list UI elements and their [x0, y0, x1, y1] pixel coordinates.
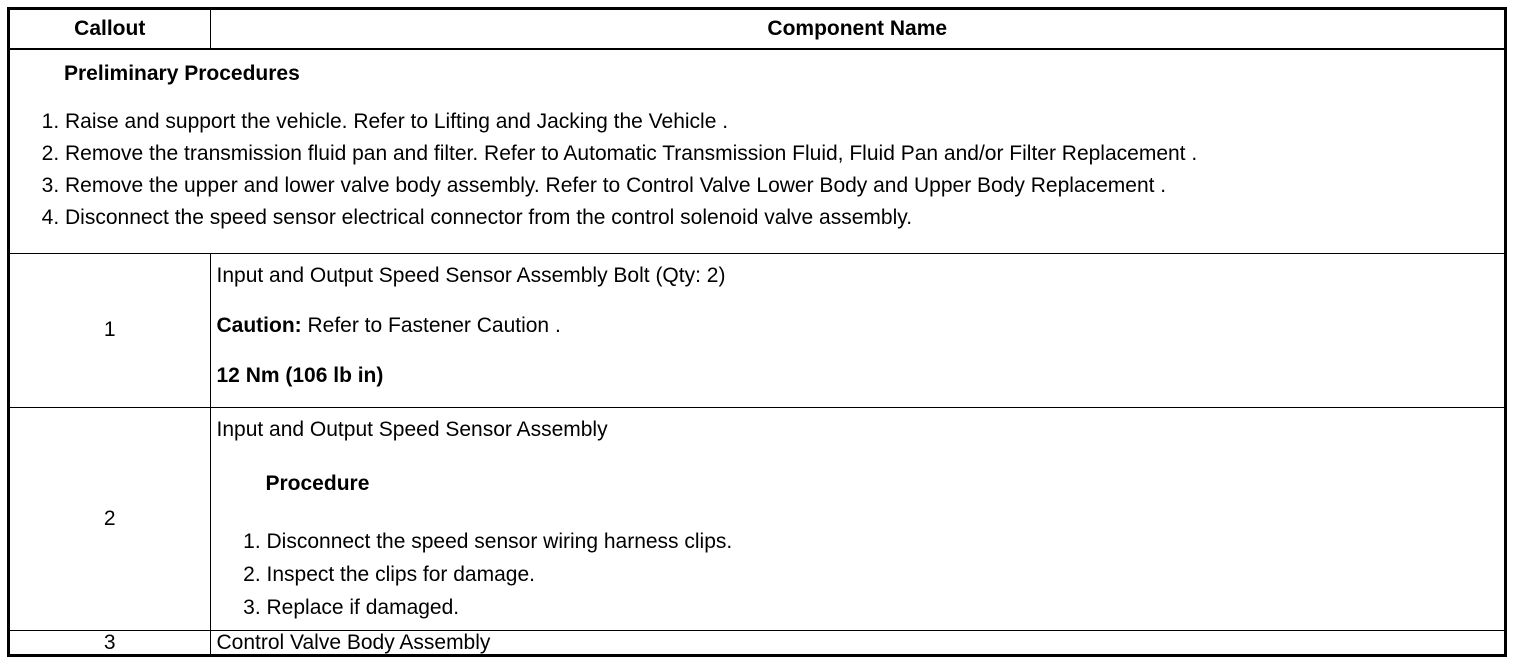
caution-line	[217, 314, 1499, 338]
procedure-step: 2. Inspect the clips for damage.	[267, 558, 1499, 591]
component-name-cell	[210, 407, 1504, 630]
preliminary-procedures-cell	[10, 49, 1504, 253]
component-name-column-header: Component Name	[210, 10, 1504, 49]
table-row	[10, 630, 1504, 655]
callout-column-header: Callout	[10, 10, 210, 49]
component-name: Input and Output Speed Sensor Assembly Bolt (Qty: 2)	[216, 263, 726, 287]
table-row	[10, 407, 1504, 630]
component-name-cell	[210, 253, 1504, 407]
table-header-row	[10, 10, 1504, 49]
preliminary-procedures-row	[10, 49, 1504, 253]
procedure-steps-list	[217, 525, 1499, 624]
torque-spec: 12 Nm (106 lb in)	[216, 363, 384, 387]
component-name: Input and Output Speed Sensor Assembly	[216, 417, 608, 441]
callout-cell: 3	[10, 630, 210, 655]
component-name-cell: Control Valve Body Assembly	[210, 630, 1504, 655]
component-table-frame	[7, 7, 1507, 657]
callout-cell: 2	[10, 407, 210, 630]
procedure-heading: Procedure	[265, 471, 370, 495]
procedure-step: 3. Replace if damaged.	[267, 591, 1499, 624]
preliminary-step: 4. Disconnect the speed sensor electrical connector from the control solenoid valve assembly.	[65, 202, 1492, 234]
procedure-step: 1. Disconnect the speed sensor wiring harness clips.	[267, 525, 1499, 558]
component-table	[10, 10, 1504, 655]
preliminary-procedures-heading: Preliminary Procedures	[64, 62, 300, 85]
caution-text: Refer to Fastener Caution .	[301, 313, 561, 337]
preliminary-step: 3. Remove the upper and lower valve body assembly. Refer to Control Valve Lower Body and Upper Body Replacement .	[65, 170, 1492, 202]
preliminary-steps-list	[22, 106, 1492, 234]
preliminary-step: 2. Remove the transmission fluid pan and filter. Refer to Automatic Transmission Fluid, Fluid Pan and/or Filter Replacement .	[65, 138, 1492, 170]
caution-label: Caution:	[216, 313, 302, 337]
callout-cell: 1	[10, 253, 210, 407]
preliminary-step: 1. Raise and support the vehicle. Refer to Lifting and Jacking the Vehicle .	[65, 106, 1492, 138]
table-row	[10, 253, 1504, 407]
